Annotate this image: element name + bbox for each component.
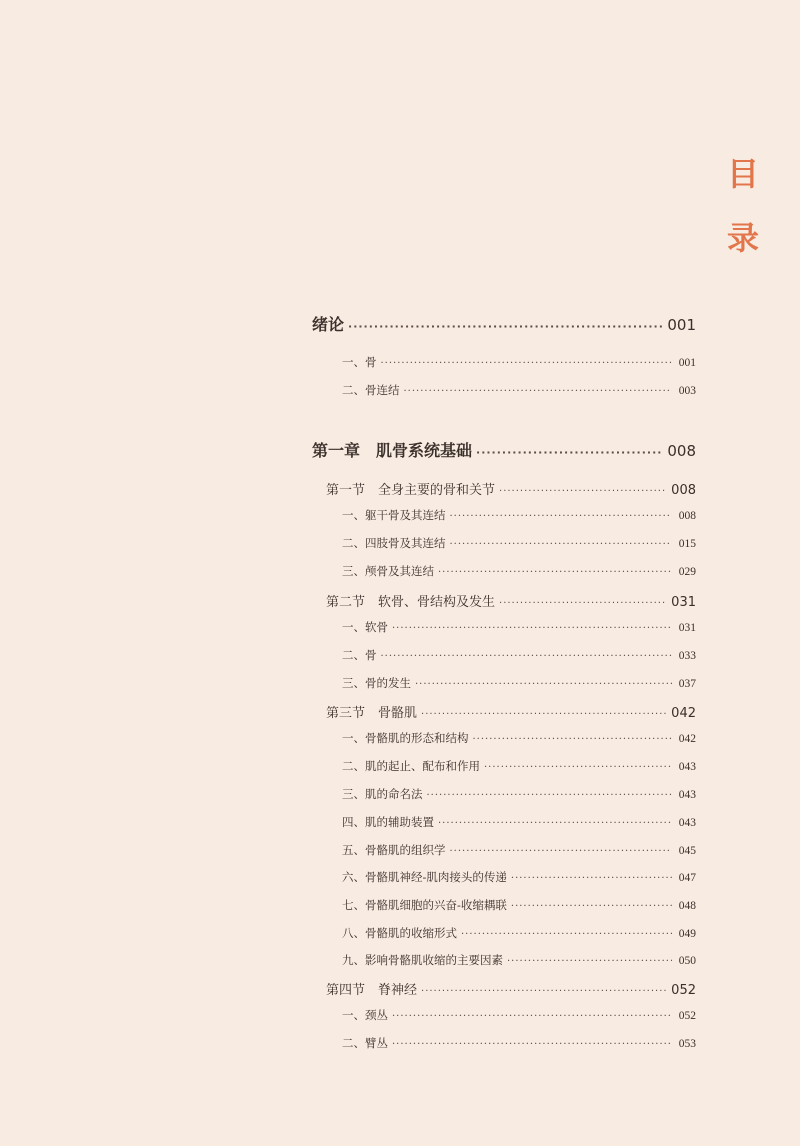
toc-entry-page-number: 001	[678, 357, 696, 369]
toc-entry-item	[312, 647, 696, 663]
toc-entry-item	[312, 563, 696, 579]
toc-entry-item	[312, 619, 696, 635]
toc-entry-label: 一、软骨	[342, 620, 388, 634]
toc-entry-item	[312, 1007, 696, 1023]
dot-leader	[438, 818, 672, 829]
toc-entry-item	[312, 786, 696, 802]
toc-entry-label: 第三节 骨骼肌	[326, 706, 418, 721]
toc-entry-label: 三、肌的命名法	[342, 787, 423, 801]
toc-heading-char-1: 目	[726, 155, 759, 193]
toc-entry-page-number: 043	[678, 761, 696, 773]
toc-entry-page-number: 049	[678, 928, 696, 940]
toc-entry-page-number: 015	[678, 538, 696, 550]
toc-entry-label: 七、骨骼肌细胞的兴奋-收缩耦联	[342, 898, 507, 912]
toc-entry-page-number: 008	[671, 483, 696, 498]
dot-leader	[392, 1011, 672, 1022]
dot-leader	[507, 956, 672, 967]
toc-entry-page-number: 001	[667, 316, 696, 334]
toc-entry-label: 一、骨骼肌的形态和结构	[342, 731, 469, 745]
toc-entry-item	[312, 675, 696, 691]
dot-leader	[484, 762, 672, 773]
toc-entry-label: 第二节 软骨、骨结构及发生	[326, 595, 496, 610]
toc-entry-item	[312, 1035, 696, 1051]
toc-entry-item	[312, 952, 696, 968]
toc-entry-item	[312, 925, 696, 941]
dot-leader	[421, 709, 667, 720]
toc-entry-page-number: 043	[678, 817, 696, 829]
dot-leader	[499, 598, 667, 609]
toc-entry-page-number: 008	[678, 510, 696, 522]
toc-entry-page-number: 008	[667, 442, 696, 460]
toc-entry-label: 一、骨	[342, 355, 377, 369]
toc-entry-label: 二、骨连结	[342, 383, 400, 397]
toc-entry-page-number: 042	[678, 733, 696, 745]
toc-entry-label: 一、躯干骨及其连结	[342, 508, 446, 522]
toc-entry-sec	[312, 979, 696, 998]
toc-heading-char-2: 录	[726, 219, 759, 257]
dot-leader	[348, 320, 663, 333]
toc-entry-page-number: 003	[678, 385, 696, 397]
dot-leader	[415, 679, 672, 690]
dot-leader	[421, 986, 667, 997]
toc-entry-label: 九、影响骨骼肌收缩的主要因素	[342, 953, 503, 967]
dot-leader	[450, 539, 673, 550]
toc-entry-item	[312, 354, 696, 370]
dot-leader	[392, 623, 672, 634]
toc-entry-page-number: 042	[671, 706, 696, 721]
toc-entry-item	[312, 897, 696, 913]
dot-leader	[511, 873, 672, 884]
dot-leader	[404, 386, 673, 397]
toc-entry-part	[312, 438, 696, 461]
dot-leader	[392, 1039, 672, 1050]
toc-entry-page-number: 047	[678, 872, 696, 884]
toc-entry-item	[312, 842, 696, 858]
toc-entry-label: 绪论	[312, 315, 345, 334]
toc-entry-label: 二、骨	[342, 648, 377, 662]
dot-leader	[438, 567, 672, 578]
dot-leader	[381, 358, 673, 369]
toc-entry-page-number: 031	[671, 595, 696, 610]
toc-entry-sec	[312, 479, 696, 498]
toc-entry-part	[312, 312, 696, 335]
dot-leader	[511, 901, 672, 912]
toc-entry-sec	[312, 591, 696, 610]
toc-entry-label: 八、骨骼肌的收缩形式	[342, 926, 457, 940]
dot-leader	[499, 486, 667, 497]
toc-entry-item	[312, 507, 696, 523]
toc-entry-page-number: 053	[678, 1038, 696, 1050]
toc-entry-page-number: 037	[678, 678, 696, 690]
toc-entry-page-number: 043	[678, 789, 696, 801]
toc-entry-page-number: 052	[671, 983, 696, 998]
toc-entry-label: 二、肌的起止、配布和作用	[342, 759, 480, 773]
toc-entry-label: 二、四肢骨及其连结	[342, 536, 446, 550]
toc-entry-label: 三、骨的发生	[342, 676, 411, 690]
dot-leader	[381, 651, 673, 662]
toc-entry-label: 四、肌的辅助装置	[342, 815, 434, 829]
dot-leader	[450, 511, 673, 522]
toc-entry-page-number: 031	[678, 622, 696, 634]
toc-entry-sec	[312, 702, 696, 721]
dot-leader	[461, 929, 672, 940]
toc-entry-page-number: 052	[678, 1010, 696, 1022]
toc-entry-item	[312, 535, 696, 551]
toc-entry-item	[312, 382, 696, 398]
toc-entry-page-number: 045	[678, 845, 696, 857]
toc-entry-page-number: 029	[678, 566, 696, 578]
toc-entry-item	[312, 730, 696, 746]
toc-heading	[726, 142, 760, 270]
toc-entry-label: 二、臂丛	[342, 1036, 388, 1050]
toc-entry-label: 第四节 脊神经	[326, 983, 418, 998]
toc-entry-label: 第一章 肌骨系统基础	[312, 441, 473, 460]
toc-entry-label: 三、颅骨及其连结	[342, 564, 434, 578]
toc-entry-page-number: 048	[678, 900, 696, 912]
toc-entry-label: 第一节 全身主要的骨和关节	[326, 483, 496, 498]
toc-entry-item	[312, 869, 696, 885]
toc-entry-item	[312, 814, 696, 830]
dot-leader	[427, 790, 673, 801]
toc-entry-label: 五、骨骼肌的组织学	[342, 843, 446, 857]
dot-leader	[476, 446, 663, 459]
toc-entry-label: 六、骨骼肌神经-肌肉接头的传递	[342, 870, 507, 884]
dot-leader	[450, 846, 673, 857]
toc-entry-page-number: 050	[678, 955, 696, 967]
toc-entry-page-number: 033	[678, 650, 696, 662]
toc-entry-item	[312, 758, 696, 774]
toc-entry-label: 一、颈丛	[342, 1008, 388, 1022]
dot-leader	[473, 734, 673, 745]
